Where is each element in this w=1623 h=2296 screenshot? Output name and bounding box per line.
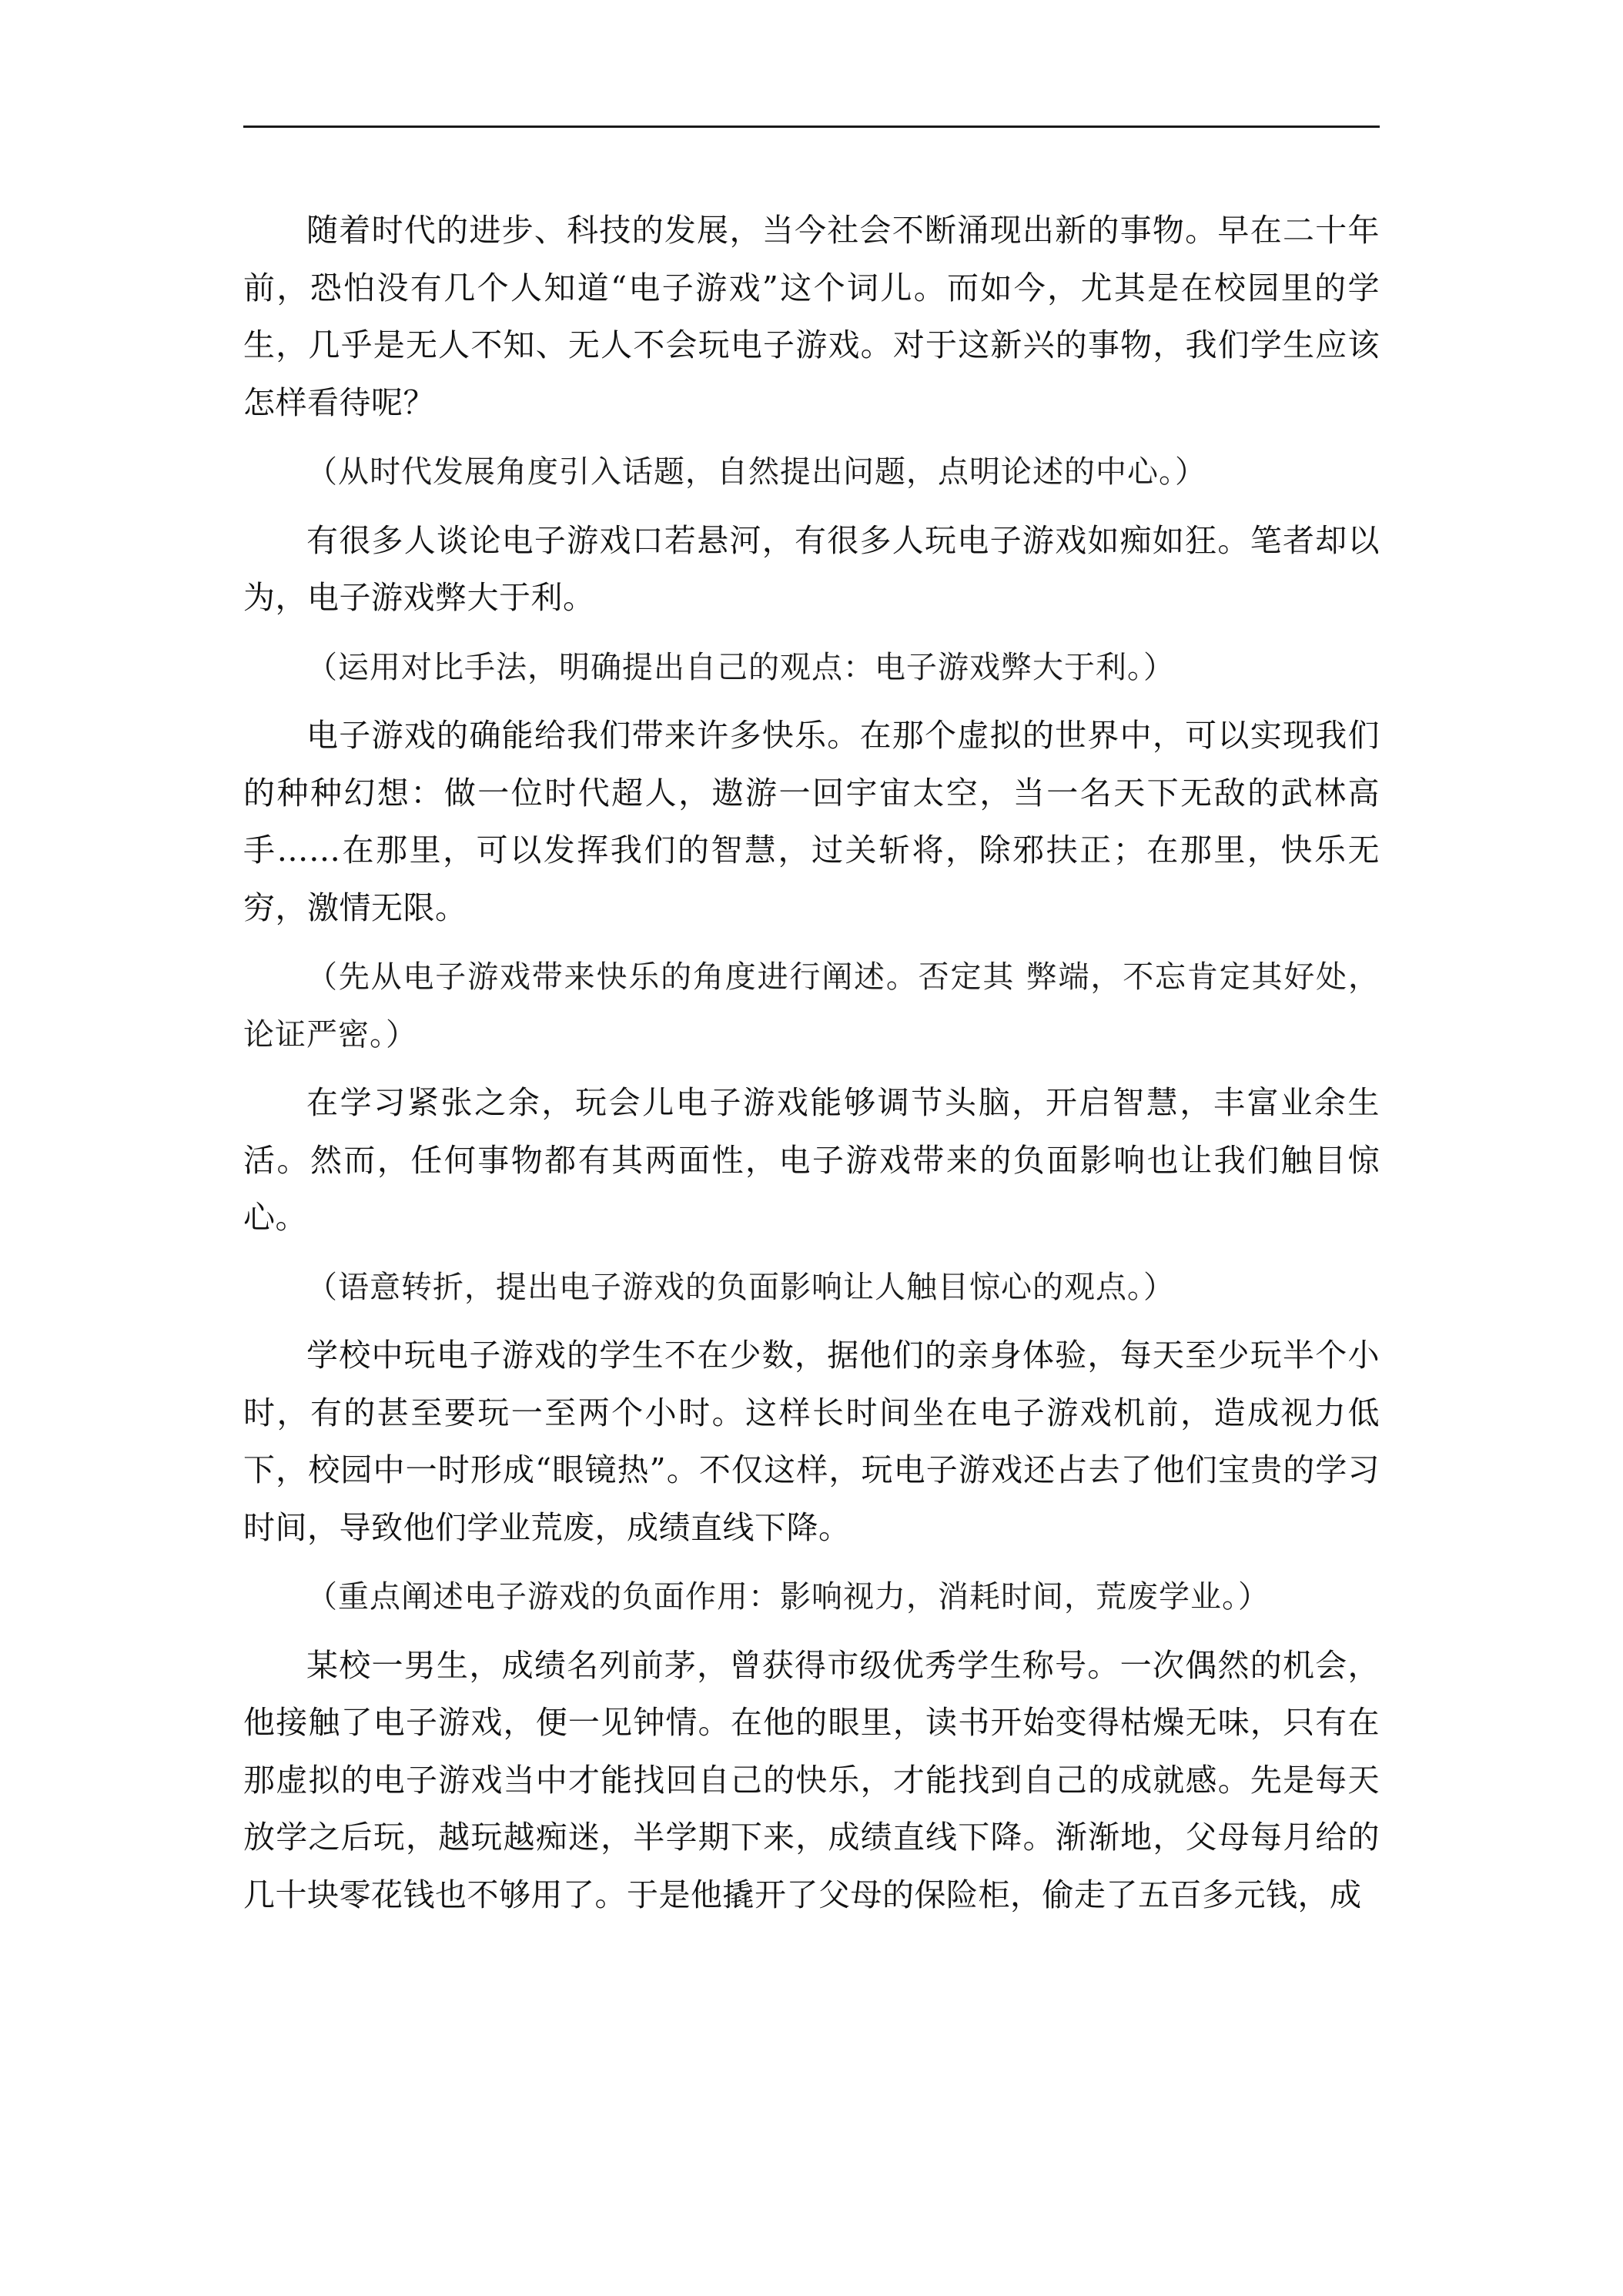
annotation-note: （先从电子游戏带来快乐的角度进行阐述。否定其 弊端，不忘肯定其好处，论证严密。） bbox=[243, 959, 1380, 1053]
document-body bbox=[243, 202, 1380, 1923]
body-paragraph: 有很多人谈论电子游戏口若悬河，有很多人玩电子游戏如痴如狂。笔者却以为，电子游戏弊大于利。 bbox=[243, 521, 1380, 616]
annotation-note: （语意转折，提出电子游戏的负面影响让人触目惊心的观点。） bbox=[306, 1269, 1175, 1305]
header-rule bbox=[243, 126, 1380, 128]
body-paragraph: 电子游戏的确能给我们带来许多快乐。在那个虚拟的世界中，可以实现我们的种种幻想：做一位时代超人，遨游一回宇宙太空，当一名天下无敌的武林高手……在那里，可以发挥我们的智慧，过关斩将，除邪扶正；在那里，快乐无穷，激情无限。 bbox=[243, 717, 1380, 926]
annotation-note: （从时代发展角度引入话题，自然提出问题，点明论述的中心。） bbox=[306, 454, 1206, 490]
annotation-note: （重点阐述电子游戏的负面作用：影响视力，消耗时间，荒废学业。） bbox=[306, 1579, 1270, 1615]
body-paragraph: 随着时代的进步、科技的发展，当今社会不断涌现出新的事物。早在二十年前，恐怕没有几个人知道“电子游戏”这个词儿。而如今，尤其是在校园里的学生，几乎是无人不知、无人不会玩电子游戏。对于这新兴的事物，我们学生应该怎样看待呢？ bbox=[243, 212, 1380, 421]
body-paragraph: 在学习紧张之余，玩会儿电子游戏能够调节头脑，开启智慧，丰富业余生活。然而，任何事物都有其两面性，电子游戏带来的负面影响也让我们触目惊心。 bbox=[243, 1084, 1380, 1236]
annotation-note: （运用对比手法，明确提出自己的观点：电子游戏弊大于利。） bbox=[306, 649, 1175, 685]
body-paragraph: 学校中玩电子游戏的学生不在少数，据他们的亲身体验，每天至少玩半个小时，有的甚至要玩一至两个小时。这样长时间坐在电子游戏机前，造成视力低下，校园中一时形成“眼镜热”。不仅这样，玩电子游戏还占去了他们宝贵的学习时间，导致他们学业荒废，成绩直线下降。 bbox=[243, 1337, 1380, 1546]
body-paragraph: 某校一男生，成绩名列前茅，曾获得市级优秀学生称号。一次偶然的机会，他接触了电子游戏，便一见钟情。在他的眼里，读书开始变得枯燥无味，只有在那虚拟的电子游戏当中才能找回自己的快乐，才能找到自己的成就感。先是每天放学之后玩，越玩越痴迷，半学期下来，成绩直线下降。渐渐地，父母每月给的几十块零花钱也不够用了。于是他撬开了父母的保险柜，偷走了五百多元钱，成 bbox=[243, 1646, 1380, 1913]
